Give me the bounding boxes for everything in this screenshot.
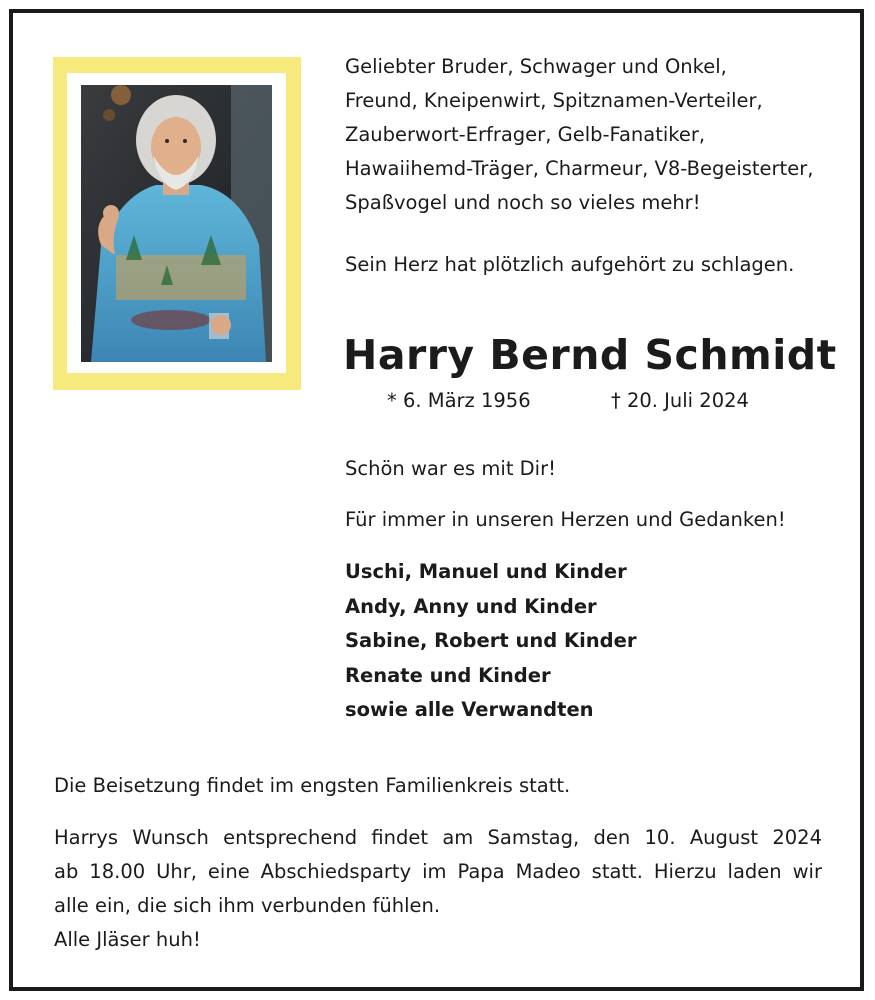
mourner-entry: Renate und Kinder [345,663,551,687]
intro-line: Zauberwort-Erfrager, Gelb-Fanatiker, [345,123,706,146]
mourner-entry: Andy, Anny und Kinder [345,594,597,618]
deceased-name: Harry Bernd Schmidt [343,331,837,379]
mourner-entry: Uschi, Manuel und Kinder [345,560,627,583]
portrait-photo [81,85,272,362]
intro-line: Freund, Kneipenwirt, Spitznamen-Verteiler, [345,89,763,112]
photo-yellow-mat [53,57,301,390]
burial-notice: Die Beisetzung findet im engsten Familienkreis statt. [54,774,571,797]
intro-line: Geliebter Bruder, Schwager und Onkel, [345,55,727,78]
closing-line: Alle Jläser huh! [54,928,201,951]
farewell-line: Schön war es mit Dir! [345,457,556,480]
mourner-entry: Sabine, Robert und Kinder [345,629,637,652]
intro-line: Spaßvogel und noch so vieles mehr! [345,191,701,214]
intro-line: Hawaiihemd-Träger, Charmeur, V8-Begeisterter, [345,157,814,180]
photo-white-border [67,73,286,373]
mourners-list [345,555,636,728]
party-notice-line: ab 18.00 Uhr, eine Abschiedsparty im Papa Madeo statt. Hierzu laden wir [54,860,822,883]
memory-line: Für immer in unseren Herzen und Gedanken! [345,508,786,531]
mourner-entry: sowie alle Verwandten [345,698,594,721]
party-notice-line: Harrys Wunsch entsprechend findet am Samstag, den 10. August 2024 [54,826,822,849]
heart-line: Sein Herz hat plötzlich aufgehört zu schlagen. [345,253,795,276]
intro-text [345,50,813,220]
birth-date: * 6. März 1956 [387,389,531,412]
party-notice [54,821,822,957]
party-notice-line: alle ein, die sich ihm verbunden fühlen. [54,894,441,917]
death-date: † 20. Juli 2024 [611,389,749,412]
